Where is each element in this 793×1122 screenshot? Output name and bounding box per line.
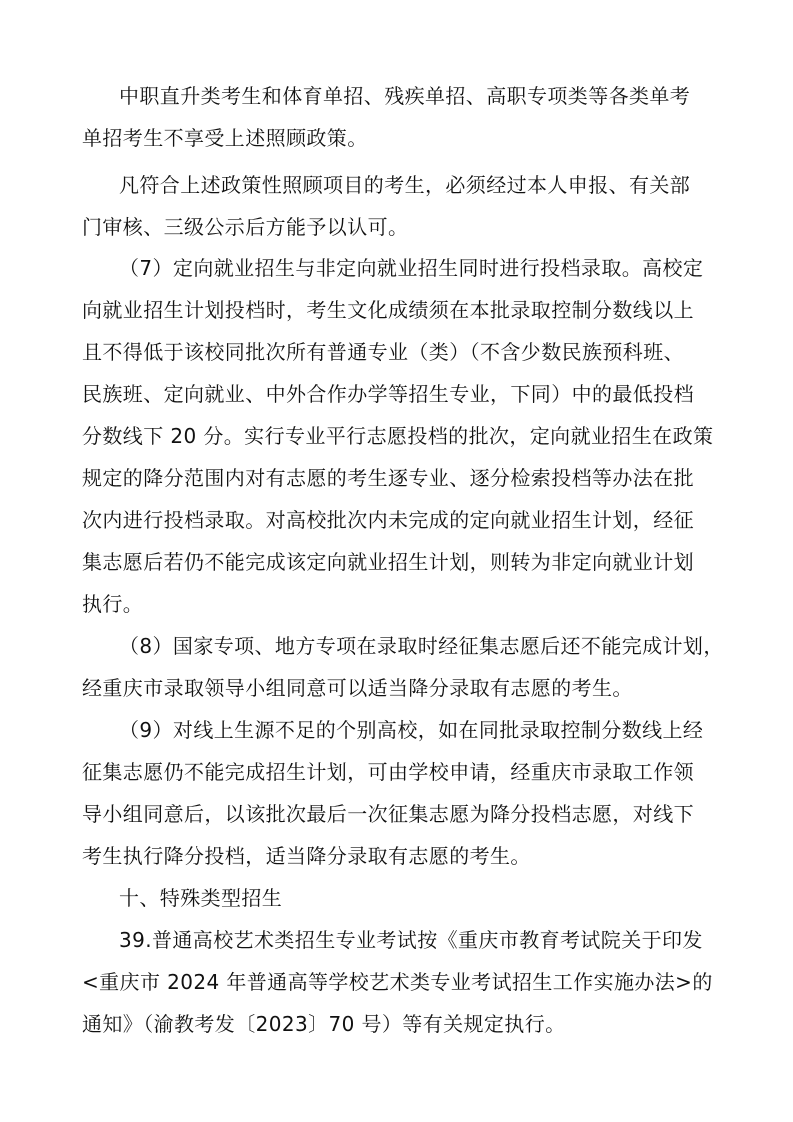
paragraph-4-line-1: （8）国家专项、地方专项在录取时经征集志愿后还不能完成计划， bbox=[119, 634, 724, 658]
paragraph-3-line-2: 向就业招生计划投档时，考生文化成绩须在本批录取控制分数线以上 bbox=[82, 298, 694, 322]
paragraph-3-line-6: 规定的降分范围内对有志愿的考生逐专业、逐分检索投档等办法在批 bbox=[82, 466, 694, 490]
paragraph-3-line-7: 次内进行投档录取。对高校批次内未完成的定向就业招生计划，经征 bbox=[82, 508, 694, 532]
paragraph-6-line-2: <重庆市 2024 年普通高等学校艺术类专业考试招生工作实施办法>的 bbox=[82, 970, 713, 994]
paragraph-3-line-1: （7）定向就业招生与非定向就业招生同时进行投档录取。高校定 bbox=[119, 256, 704, 280]
paragraph-1-line-1: 中职直升类考生和体育单招、残疾单招、高职专项类等各类单考 bbox=[119, 84, 691, 108]
paragraph-5-line-2: 征集志愿仍不能完成招生计划，可由学校申请，经重庆市录取工作领 bbox=[82, 760, 694, 784]
paragraph-5-line-1: （9）对线上生源不足的个别高校，如在同批录取控制分数线上经 bbox=[119, 718, 704, 742]
paragraph-3-line-8: 集志愿后若仍不能完成该定向就业招生计划，则转为非定向就业计划 bbox=[82, 550, 694, 574]
paragraph-3-line-9: 执行。 bbox=[82, 592, 144, 616]
paragraph-6-line-3: 通知》（渝教考发〔2023〕70 号）等有关规定执行。 bbox=[82, 1012, 566, 1036]
section-heading-special-enrollment: 十、特殊类型招生 bbox=[119, 886, 283, 910]
paragraph-6-line-1: 39.普通高校艺术类招生专业考试按《重庆市教育考试院关于印发 bbox=[119, 928, 703, 952]
paragraph-5-line-3: 导小组同意后，以该批次最后一次征集志愿为降分投档志愿，对线下 bbox=[82, 802, 694, 826]
paragraph-2-line-1: 凡符合上述政策性照顾项目的考生，必须经过本人申报、有关部 bbox=[119, 173, 691, 197]
paragraph-3-line-4: 民族班、定向就业、中外合作办学等招生专业，下同）中的最低投档 bbox=[82, 382, 694, 406]
paragraph-5-line-4: 考生执行降分投档，适当降分录取有志愿的考生。 bbox=[82, 844, 531, 868]
paragraph-4-line-2: 经重庆市录取领导小组同意可以适当降分录取有志愿的考生。 bbox=[82, 676, 633, 700]
paragraph-3-line-5: 分数线下 20 分。实行专业平行志愿投档的批次，定向就业招生在政策 bbox=[82, 424, 714, 448]
paragraph-1-line-2: 单招考生不享受上述照顾政策。 bbox=[82, 126, 368, 150]
paragraph-2-line-2: 门审核、三级公示后方能予以认可。 bbox=[82, 215, 409, 239]
paragraph-3-line-3: 且不得低于该校同批次所有普通专业（类）（不含少数民族预科班、 bbox=[82, 340, 684, 364]
